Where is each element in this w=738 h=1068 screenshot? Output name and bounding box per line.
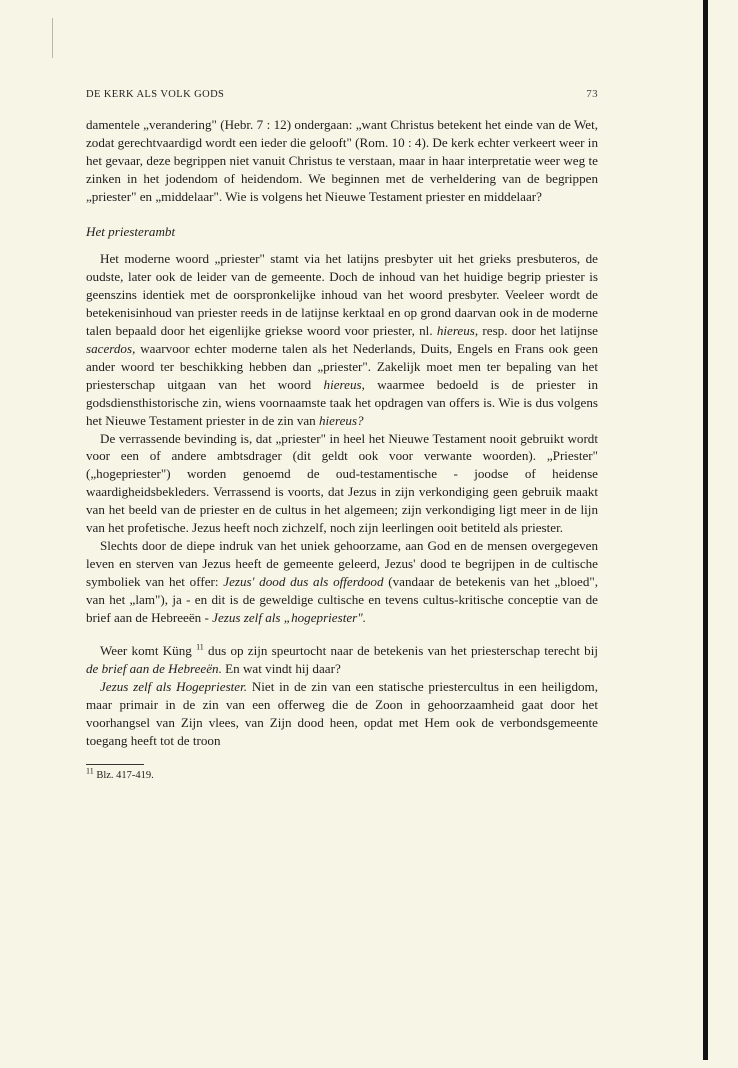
paragraph-3: De verrassende bevinding is, dat „priester" in heel het Nieuwe Testament nooit gebruikt wordt voor een of andere ambtsdrager (dit geldt ook voor verwante woorden). „Priester" („hogepriester") worden genoemd de oud-testamentische - joodse of heidense waardigheidsbekleders. Verrassend is voorts, dat Jezus in zijn verkondiging geen gebruik maakt van het beeld van de priester en de cultus in het algemeen; zijn verkondiging ligt meer in de lijn van het profetische. Jezus heeft noch zichzelf, noch zijn leerlingen ooit betiteld als priester. [86,430,598,536]
paragraph-6: Jezus zelf als Hogepriester. Niet in de zin van een statische priestercultus in een heiligdom, maar primair in de zin van een offerweg die de Zoon in gehoorzaamheid gaat door het voorhangsel van Zijn vlees, van Zijn dood heen, opdat met Hem ook de verbondsgemeente toegang heeft tot de troon [86,679,598,748]
margin-rule [52,18,53,58]
body-text [86,116,598,750]
footnote-text: Blz. 417-419. [96,769,154,781]
section-heading: Het priesterambt [86,223,176,239]
paragraph-2: Het moderne woord „priester" stamt via het latijns presbyter uit het grieks presbuteros, de oudste, later ook de leider van de gemeente. Doch de inhoud van het huidige begrip priester is geenszins identiek met de oorspronkelijke inhoud van het woord presbyter. Veeleer wordt de betekenisinhoud van priester reeds in de latijnse kerktaal en op grond daarvan ook in de moderne talen bepaald door het eigenlijke griekse woord voor priester, nl. hiereus, resp. door het latijnse sacerdos, waarvoor echter moderne talen als het Nederlands, Duits, Engels en Frans ook geen ander woord ter beschikking hebben dan „priester". Zakelijk moet men ter bepaling van het priesterschap uitgaan van het woord hiereus, waarmee bedoeld is de priester in godsdiensthistorische zin, wiens voornaamste taak het opdragen van offers is. Wie is dus volgens het Nieuwe Testament priester in de zin van hiereus? [86,251,598,428]
paragraph-5: Weer komt Küng $^{11}$ dus op zijn speurtocht naar de betekenis van het priesterschap terecht bij de brief aan de Hebreeën. En wat vindt hij daar? [86,643,598,677]
footnote-divider [86,764,144,765]
running-head [86,88,598,102]
page-number: 73 [586,88,598,100]
page-edge-shadow [703,0,708,1060]
paragraph-4: Slechts door de diepe indruk van het uniek gehoorzame, aan God en de mensen overgegeven leven en sterven van Jezus heeft de gemeente geleerd, Jezus' dood te begrijpen in de cultische symboliek van het offer: Jezus' dood dus als offerdood (vandaar de betekenis van het „bloed", van het „lam"), ja - en dit is de geweldige cultische en tevens cultus-kritische conceptie van de brief aan de Hebreeën - Jezus zelf als „hogepriester". [86,537,598,625]
footnote-reference[interactable]: 11 [196,643,204,653]
running-title: DE KERK ALS VOLK GODS [86,89,225,100]
book-page [86,88,598,781]
footnote [86,766,598,781]
footnote-number: 11 [86,766,94,776]
paragraph-1: damentele „verandering" (Hebr. 7 : 12) ondergaan: „want Christus betekent het einde van de Wet, zodat gerechtvaardigd wordt een ieder die gelooft" (Rom. 10 : 4). De kerk echter verkeert weer in het gevaar, deze begrippen niet vanuit Christus te verstaan, maar in haar interpretatie weer weg te zinken in het jodendom of heidendom. We beginnen met de verheldering van de begrippen „priester" en „middelaar". Wie is volgens het Nieuwe Testament priester en middelaar? [86,117,598,204]
